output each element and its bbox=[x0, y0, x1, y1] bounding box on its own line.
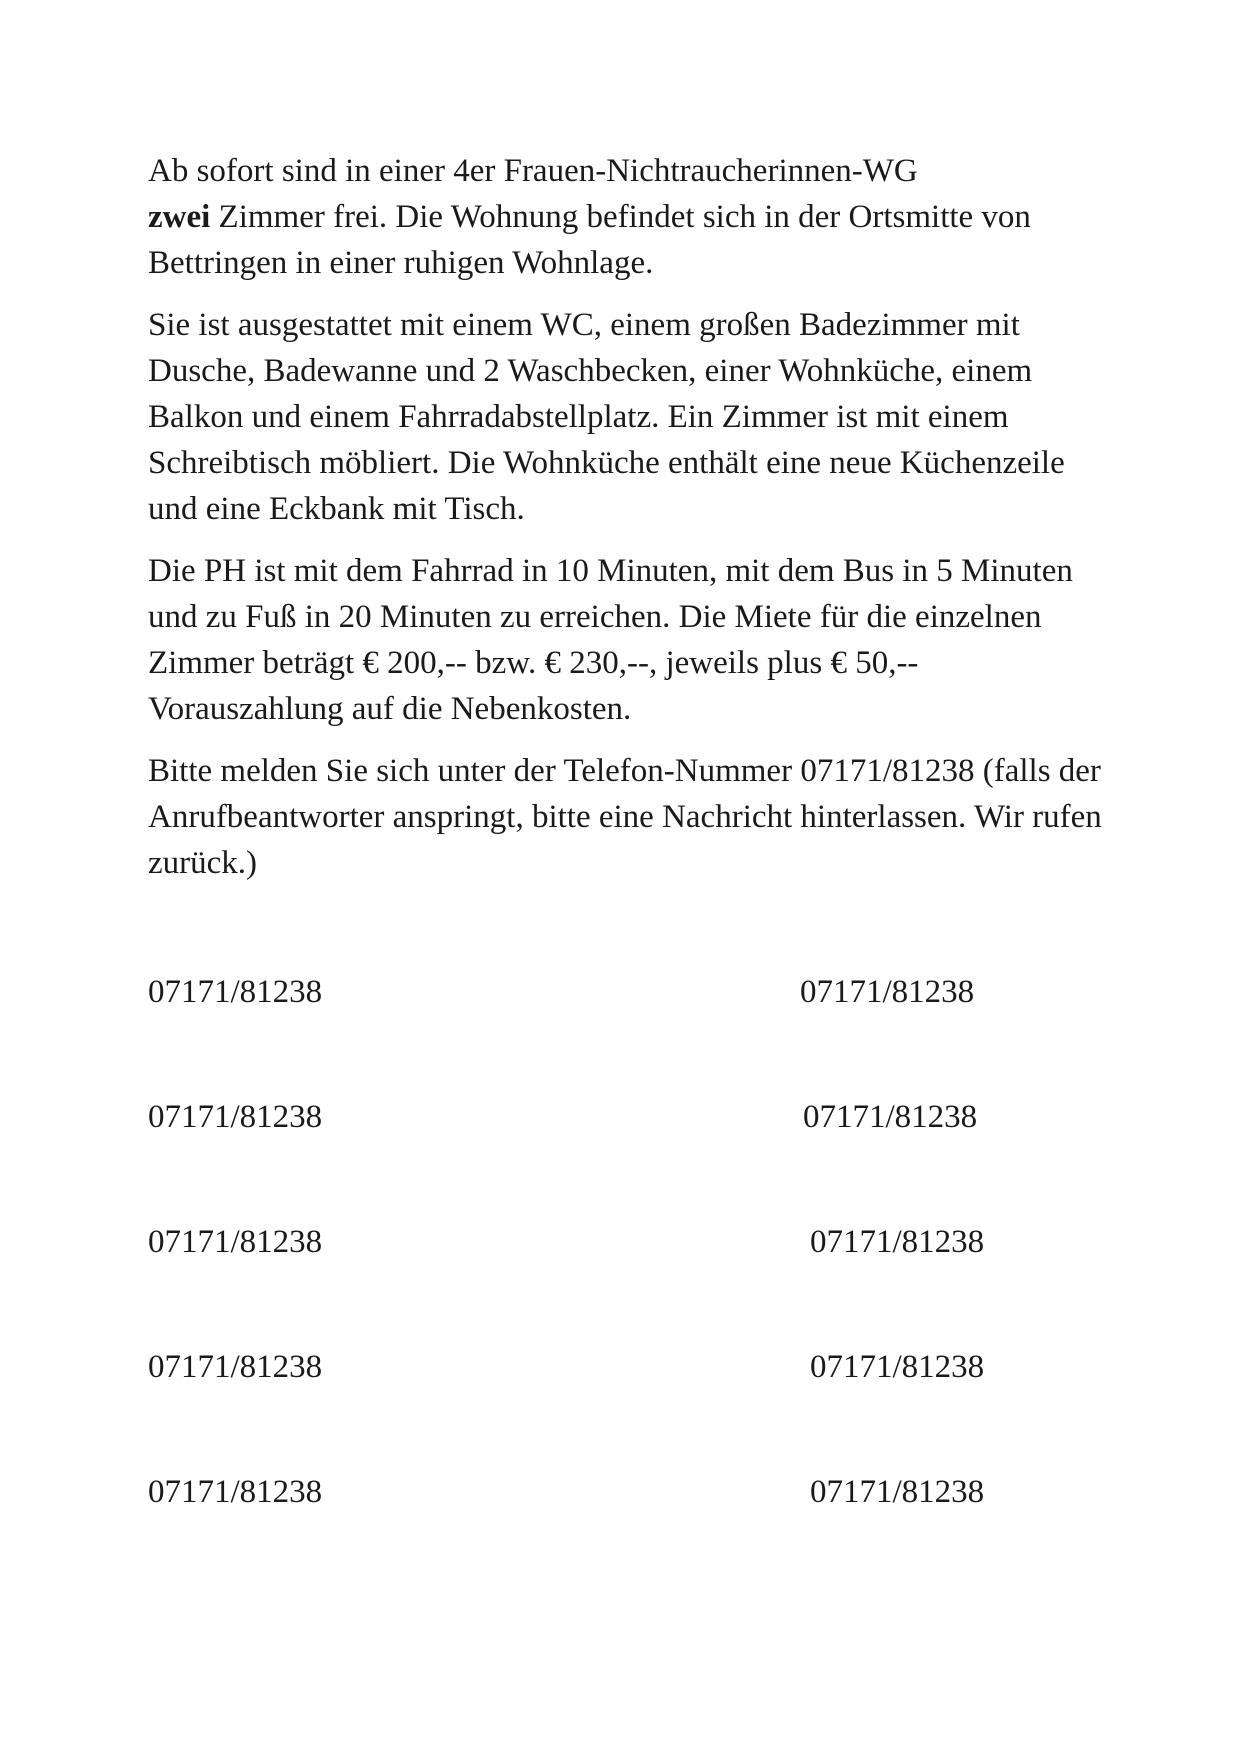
phone-tab-right: 07171/81238 bbox=[810, 1474, 985, 1510]
phone-tab-left: 07171/81238 bbox=[148, 1099, 323, 1135]
phone-tab-left: 07171/81238 bbox=[148, 1224, 323, 1260]
paragraph-location-rent: Die PH ist mit dem Fahrrad in 10 Minuten, mit dem Bus in 5 Minuten und zu Fuß in 20 Minuten zu erreichen. Die Miete für die einzelnen Zimmer beträgt € 200,-- bzw. € 230,--, jeweils plus € 50,-- Vorauszahlung auf die Nebenkosten. bbox=[148, 553, 1073, 727]
intro-rest: Zimmer frei. Die Wohnung befindet sich in der Ortsmitte von Bettringen in einer ruhigen Wohnlage. bbox=[148, 199, 1031, 281]
phone-tab-left: 07171/81238 bbox=[148, 974, 323, 1010]
phone-tab-left: 07171/81238 bbox=[148, 1474, 323, 1510]
intro-bold-word: zwei bbox=[148, 199, 211, 235]
phone-tab-right: 07171/81238 bbox=[803, 1099, 978, 1135]
phone-tab-right: 07171/81238 bbox=[810, 1349, 985, 1385]
phone-tab-left: 07171/81238 bbox=[148, 1349, 323, 1385]
paragraph-equipment: Sie ist ausgestattet mit einem WC, einem großen Badezimmer mit Dusche, Badewanne und 2 Waschbecken, einer Wohnküche, einem Balkon und einem Fahrradabstellplatz. Ein Zimmer ist mit einem Schreibtisch möbliert. Die Wohnküche enthält eine neue Küchenzeile und eine Eckbank mit Tisch. bbox=[148, 307, 1065, 527]
intro-lead: Ab sofort sind in einer 4er Frauen-Nichtraucherinnen-WG bbox=[148, 153, 918, 189]
phone-tab-right: 07171/81238 bbox=[810, 1224, 985, 1260]
paragraph-intro bbox=[148, 148, 1108, 286]
paragraph-contact: Bitte melden Sie sich unter der Telefon-Nummer 07171/81238 (falls der Anrufbeantworter anspringt, bitte eine Nachricht hinterlassen. Wir rufen zurück.) bbox=[148, 753, 1102, 881]
phone-tab-right: 07171/81238 bbox=[800, 974, 975, 1010]
ad-text bbox=[148, 148, 1108, 902]
